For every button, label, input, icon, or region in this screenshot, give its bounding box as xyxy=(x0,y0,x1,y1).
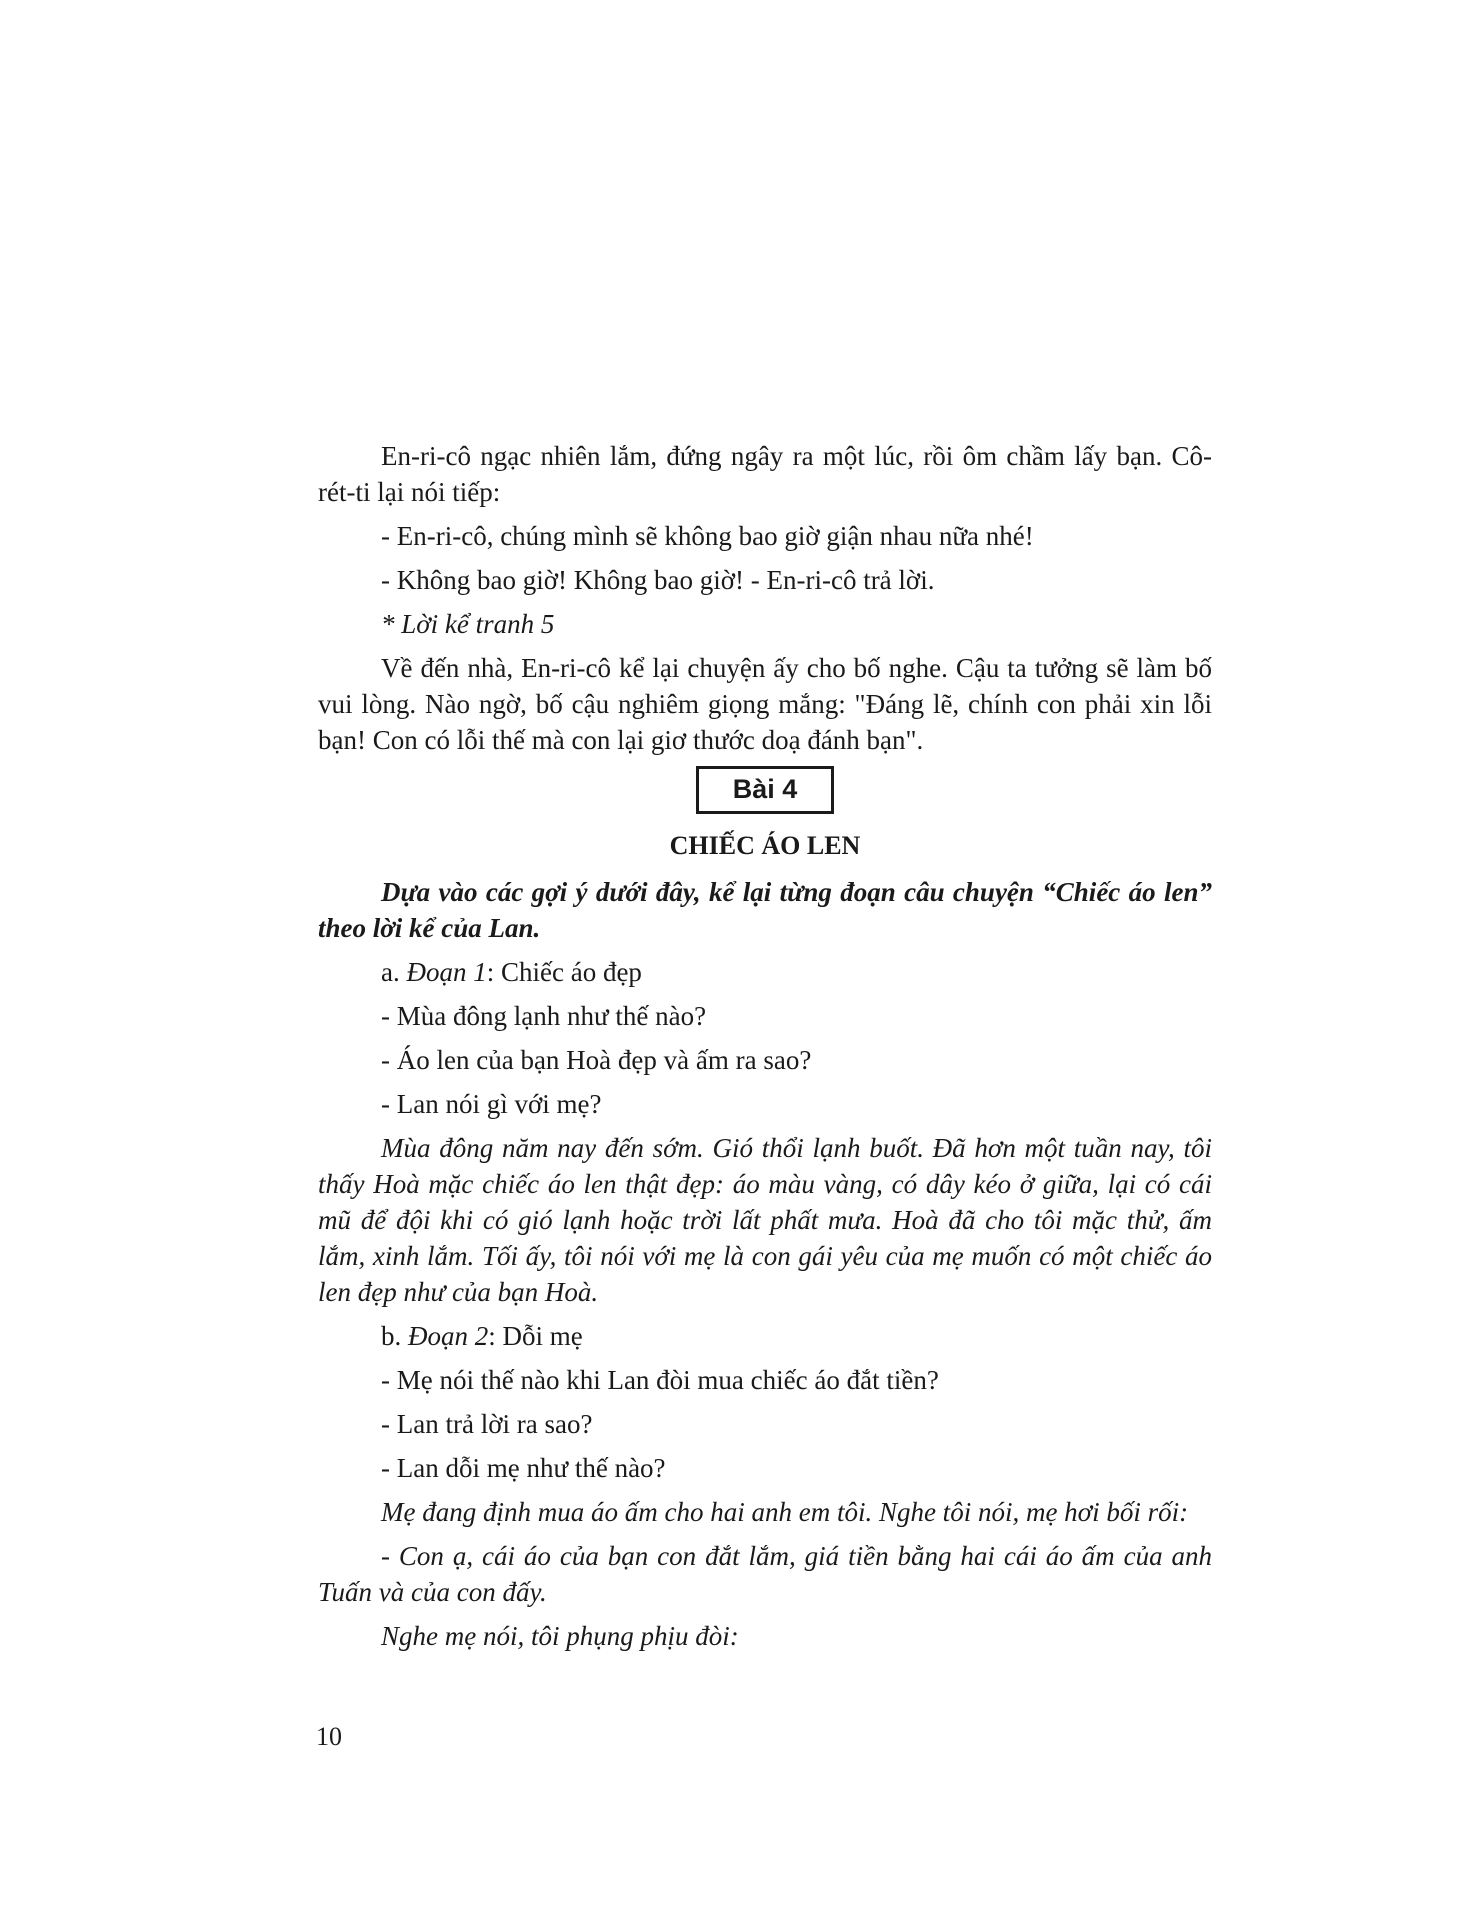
lesson-title: CHIẾC ÁO LEN xyxy=(669,831,861,860)
section-heading-b xyxy=(318,1318,1212,1354)
prompt-question: - Lan dỗi mẹ như thế nào? xyxy=(381,1453,666,1483)
section-suffix: : Chiếc áo đẹp xyxy=(486,957,642,987)
sample-answer: Mẹ đang định mua áo ấm cho hai anh em tôi. Nghe tôi nói, mẹ hơi bối rối: xyxy=(381,1497,1189,1527)
section-label: Đoạn 2 xyxy=(408,1321,489,1351)
story-paragraph: En-ri-cô ngạc nhiên lắm, đứng ngây ra một lúc, rồi ôm chầm lấy bạn. Cô-rét-ti lại nói tiếp: xyxy=(318,441,1212,507)
lesson-instruction: Dựa vào các gợi ý dưới đây, kể lại từng đoạn câu chuyện “Chiếc áo len” theo lời kể của Lan. xyxy=(318,877,1212,943)
page-content xyxy=(318,438,1212,1662)
section-label: Đoạn 1 xyxy=(406,957,487,987)
page-number: 10 xyxy=(316,1722,342,1751)
section-prefix: a. xyxy=(381,957,407,987)
picture-caption: * Lời kể tranh 5 xyxy=(381,609,555,639)
sample-answer: - Con ạ, cái áo của bạn con đắt lắm, giá tiền bằng hai cái áo ấm của anh Tuấn và của con đấy. xyxy=(318,1541,1212,1607)
dialogue-line: - En-ri-cô, chúng mình sẽ không bao giờ giận nhau nữa nhé! xyxy=(381,521,1034,551)
section-suffix: : Dỗi mẹ xyxy=(488,1321,583,1351)
section-heading-a xyxy=(318,954,1212,990)
prompt-question: - Áo len của bạn Hoà đẹp và ấm ra sao? xyxy=(381,1045,812,1075)
prompt-question: - Mẹ nói thế nào khi Lan đòi mua chiếc áo đắt tiền? xyxy=(381,1365,939,1395)
prompt-question: - Mùa đông lạnh như thế nào? xyxy=(381,1001,707,1031)
section-prefix: b. xyxy=(381,1321,408,1351)
sample-answer: Nghe mẹ nói, tôi phụng phịu đòi: xyxy=(381,1621,739,1651)
sample-answer: Mùa đông năm nay đến sớm. Gió thổi lạnh buốt. Đã hơn một tuần nay, tôi thấy Hoà mặc chiếc áo len thật đẹp: áo màu vàng, có dây kéo ở giữa, lại có cái mũ để đội khi có gió lạnh hoặc trời lất phất mưa. Hoà đã cho tôi mặc thử, ấm lắm, xinh lắm. Tối ấy, tôi nói với mẹ là con gái yêu của mẹ muốn có một chiếc áo len đẹp như của bạn Hoà. xyxy=(318,1133,1212,1307)
lesson-header xyxy=(318,766,1212,814)
prompt-question: - Lan nói gì với mẹ? xyxy=(381,1089,602,1119)
dialogue-line: - Không bao giờ! Không bao giờ! - En-ri-cô trả lời. xyxy=(381,565,935,595)
story-paragraph: Về đến nhà, En-ri-cô kể lại chuyện ấy cho bố nghe. Cậu ta tưởng sẽ làm bố vui lòng. Nào ngờ, bố cậu nghiêm giọng mắng: "Đáng lẽ, chính con phải xin lỗi bạn! Con có lỗi thế mà con lại giơ thước doạ đánh bạn". xyxy=(318,653,1212,755)
prompt-question: - Lan trả lời ra sao? xyxy=(381,1409,593,1439)
lesson-label-box: Bài 4 xyxy=(696,766,834,814)
